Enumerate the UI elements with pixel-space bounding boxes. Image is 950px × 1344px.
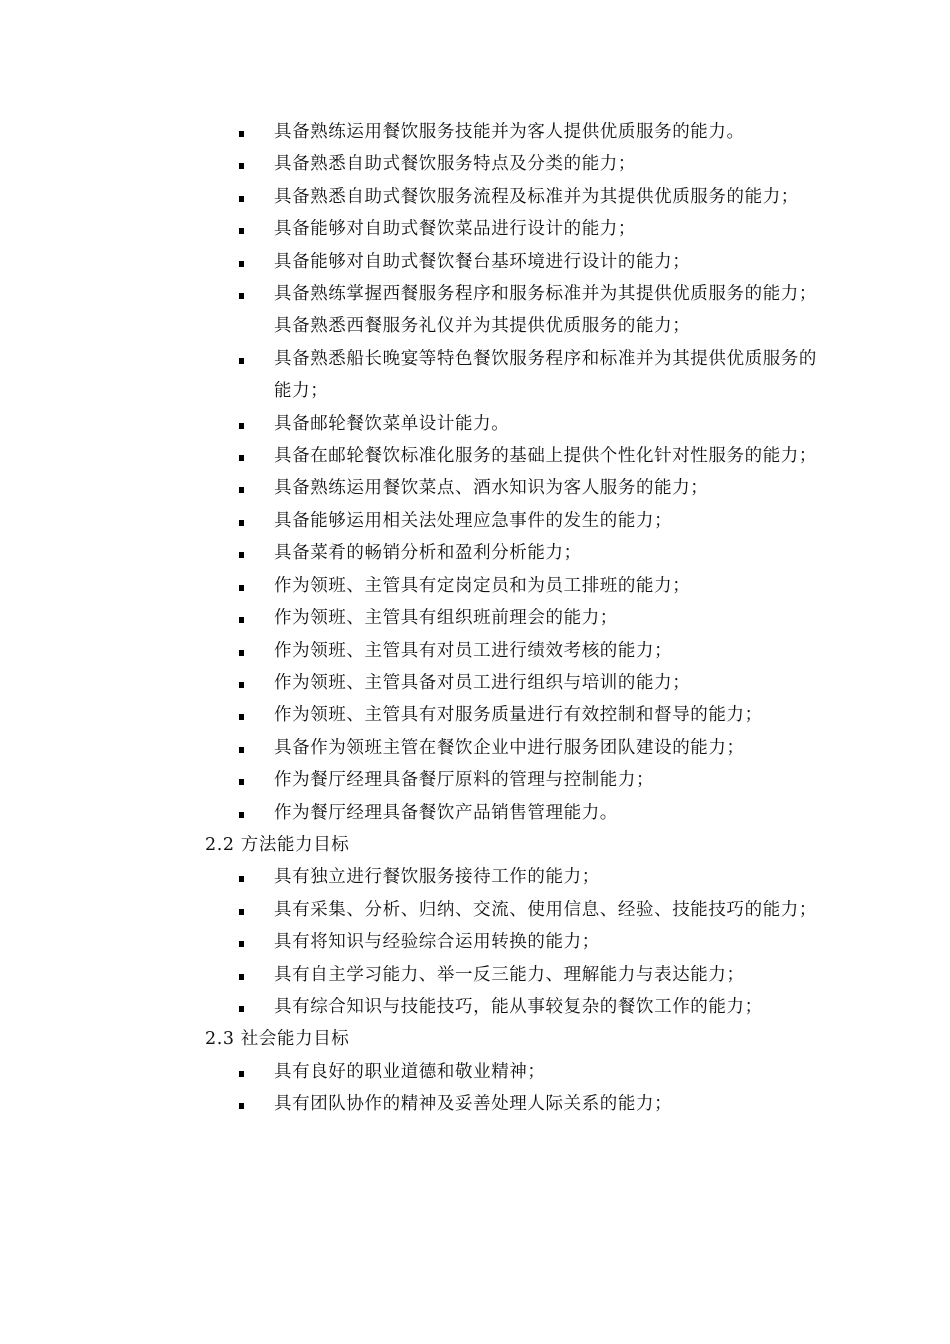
square-bullet-icon [239,293,244,299]
square-bullet-icon [239,974,244,980]
section-heading-method-ability: 2.2 方法能力目标 [205,834,350,855]
square-bullet-icon [239,909,244,915]
list-item [239,602,825,634]
square-bullet-icon [239,1071,244,1077]
list-item-text: 具有良好的职业道德和敬业精神； [274,1061,546,1082]
list-item-text: 具有独立进行餐饮服务接待工作的能力； [274,867,600,888]
square-bullet-icon [239,423,244,429]
list-item [239,343,825,408]
section-heading-social-ability: 2.3 社会能力目标 [205,1029,350,1050]
list-item-text: 具备菜肴的畅销分析和盈利分析能力； [274,543,582,564]
list-item-text: 具备熟练运用餐饮菜点、酒水知识为客人服务的能力； [274,478,709,499]
list-item [239,408,825,440]
list-item-text: 具备熟练掌握西餐服务程序和服务标准并为其提供优质服务的能力；具备熟悉西餐服务礼仪并为其提供优质服务的能力； [274,284,817,337]
square-bullet-icon [239,747,244,753]
list-item-text: 具有综合知识与技能技巧，能从事较复杂的餐饮工作的能力； [274,996,763,1017]
skill-list-social [205,1056,825,1121]
list-item [239,861,825,893]
square-bullet-icon [239,617,244,623]
list-item [239,764,825,796]
square-bullet-icon [239,358,244,364]
square-bullet-icon [239,714,244,720]
list-item [239,1088,825,1120]
square-bullet-icon [239,585,244,591]
square-bullet-icon [239,1006,244,1012]
list-item [239,797,825,829]
list-item-text: 具备能够对自助式餐饮菜品进行设计的能力； [274,219,636,240]
list-item-text: 具有将知识与经验综合运用转换的能力； [274,932,600,953]
square-bullet-icon [239,682,244,688]
list-item-text: 具备熟悉自助式餐饮服务流程及标准并为其提供优质服务的能力； [274,186,799,207]
list-item-text: 作为领班、主管具有组织班前理会的能力； [274,608,618,629]
list-item [239,148,825,180]
list-item-text: 具备能够对自助式餐饮餐台基环境进行设计的能力； [274,251,691,272]
square-bullet-icon [239,650,244,656]
list-item [239,926,825,958]
list-item [239,440,825,472]
list-item-text: 作为餐厅经理具备餐厅原料的管理与控制能力； [274,770,655,791]
skill-list-professional [205,116,825,829]
list-item-text: 具备能够运用相关法处理应急事件的发生的能力； [274,510,673,531]
square-bullet-icon [239,876,244,882]
document-content [205,116,825,1121]
list-item [239,732,825,764]
square-bullet-icon [239,487,244,493]
list-item-text: 具备作为领班主管在餐饮企业中进行服务团队建设的能力； [274,737,745,758]
square-bullet-icon [239,455,244,461]
list-item [239,505,825,537]
square-bullet-icon [239,779,244,785]
square-bullet-icon [239,131,244,137]
list-item [239,181,825,213]
square-bullet-icon [239,552,244,558]
list-item [239,699,825,731]
list-item [239,667,825,699]
list-item-text: 具备熟悉自助式餐饮服务特点及分类的能力； [274,154,636,175]
list-item [239,959,825,991]
square-bullet-icon [239,1103,244,1109]
list-item [239,472,825,504]
list-item-text: 作为领班、主管具备对员工进行组织与培训的能力； [274,672,691,693]
list-item-text: 作为领班、主管具有对员工进行绩效考核的能力； [274,640,673,661]
square-bullet-icon [239,941,244,947]
square-bullet-icon [239,812,244,818]
list-item [239,537,825,569]
list-item-text: 具有自主学习能力、举一反三能力、理解能力与表达能力； [274,964,745,985]
list-item-text: 作为领班、主管具有对服务质量进行有效控制和督导的能力； [274,705,763,726]
list-item [239,570,825,602]
list-item [239,1056,825,1088]
list-item [239,635,825,667]
list-item-text: 具有采集、分析、归纳、交流、使用信息、经验、技能技巧的能力； [274,899,817,920]
list-item [239,116,825,148]
list-item [239,278,825,343]
list-item [239,246,825,278]
list-item [239,991,825,1023]
list-item-text: 具有团队协作的精神及妥善处理人际关系的能力； [274,1094,673,1115]
list-item [239,894,825,926]
square-bullet-icon [239,228,244,234]
list-item-text: 具备在邮轮餐饮标准化服务的基础上提供个性化针对性服务的能力； [274,446,817,467]
square-bullet-icon [239,520,244,526]
square-bullet-icon [239,196,244,202]
list-item [239,213,825,245]
skill-list-method [205,861,825,1023]
list-item-text: 作为领班、主管具有定岗定员和为员工排班的能力； [274,575,691,596]
list-item-text: 具备邮轮餐饮菜单设计能力。 [274,413,510,434]
square-bullet-icon [239,163,244,169]
list-item-text: 具备熟悉船长晚宴等特色餐饮服务程序和标准并为其提供优质服务的能力； [274,348,817,402]
square-bullet-icon [239,261,244,267]
list-item-text: 作为餐厅经理具备餐饮产品销售管理能力。 [274,802,618,823]
list-item-text: 具备熟练运用餐饮服务技能并为客人提供优质服务的能力。 [274,122,745,142]
